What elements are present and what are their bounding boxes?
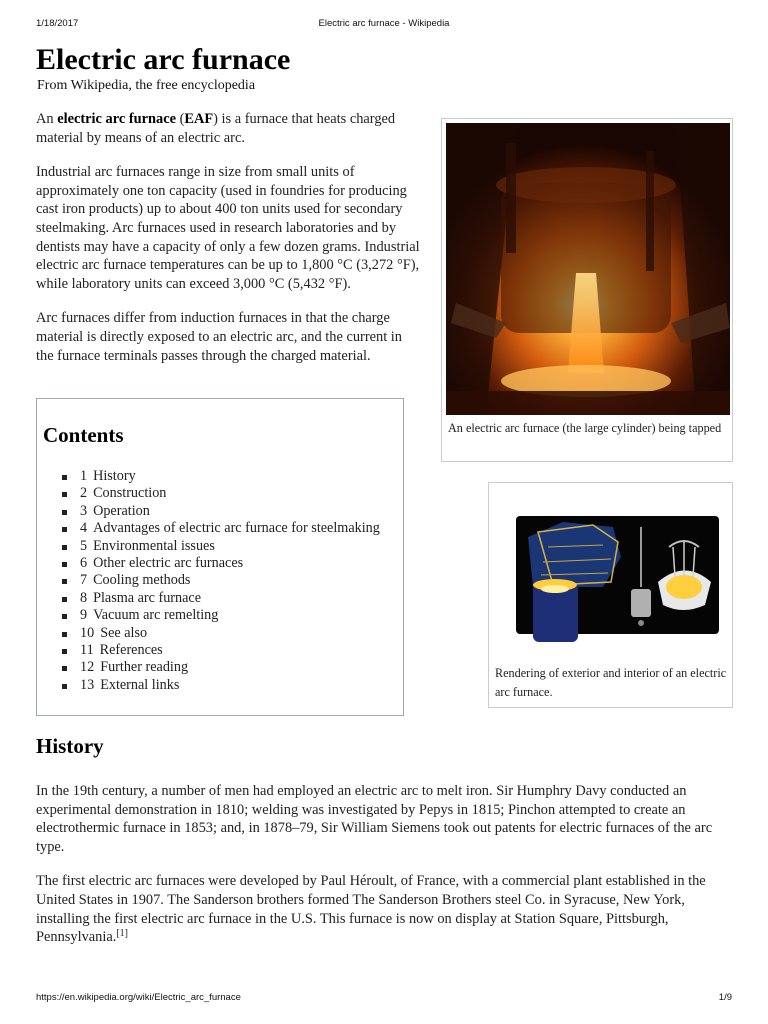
- figure-1-caption: An electric arc furnace (the large cylinder) being tapped: [448, 421, 722, 435]
- toc-item[interactable]: [61, 642, 380, 659]
- toc-item[interactable]: [61, 538, 380, 555]
- figure-furnace-rendering: [488, 482, 733, 708]
- toc-item-label[interactable]: External links: [100, 676, 180, 693]
- intro-paragraph-2: Industrial arc furnaces range in size from small units of approximately one ton capacity (used in foundries for producing cast iron products) up to about 400 ton units used for secondary steelmaking. Arc furnaces used in research laboratories and by dentists may have a capacity of only a few dozen grams. Industrial electric arc furnace temperatures can be up to 1,800 °C (3,272 °F), while laboratory units can exceed 3,000 °C (5,432 °F).: [36, 164, 420, 292]
- reference-link-1[interactable]: [1]: [116, 928, 129, 940]
- toc-item-label[interactable]: Environmental issues: [93, 537, 215, 554]
- print-url: https://en.wikipedia.org/wiki/Electric_arc_furnace: [36, 992, 241, 1003]
- print-footer: [36, 992, 732, 1006]
- toc-item-number: 9: [80, 607, 88, 624]
- toc-list: [61, 468, 380, 694]
- furnace-tapping-image[interactable]: [446, 123, 730, 415]
- figure-furnace-photo: [441, 118, 733, 462]
- print-date: 1/18/2017: [36, 18, 79, 29]
- toc-item-label[interactable]: References: [99, 642, 163, 659]
- toc-item-label[interactable]: History: [93, 468, 136, 484]
- table-of-contents: [36, 398, 404, 716]
- term-eaf: EAF: [184, 111, 214, 127]
- toc-item-label[interactable]: Plasma arc furnace: [93, 589, 202, 606]
- toc-item-number: 1: [80, 468, 88, 484]
- toc-item-number: 10: [80, 624, 95, 641]
- toc-item-number: 6: [80, 555, 88, 572]
- toc-item-label[interactable]: Vacuum arc remelting: [93, 607, 219, 624]
- history-paragraph-1: In the 19th century, a number of men had employed an electric arc to melt iron. Sir Humphry Davy conducted an experimental demonstration in 1810; welding was investigated by Pepys in 1815; Pinchon attempted to create an electrothermic furnace in 1853; and, in 1878–79, Sir William Siemens took out patents for electric furnaces of the arc type.: [36, 783, 713, 855]
- toc-item-number: 8: [80, 589, 88, 606]
- toc-item[interactable]: [61, 572, 380, 589]
- toc-item[interactable]: [61, 503, 380, 520]
- toc-item[interactable]: [61, 555, 380, 572]
- toc-item-label[interactable]: Cooling methods: [93, 572, 191, 589]
- toc-item[interactable]: [61, 590, 380, 607]
- page-subtitle: From Wikipedia, the free encyclopedia: [37, 78, 256, 93]
- toc-item-number: 2: [80, 485, 88, 502]
- toc-item-number: 12: [80, 659, 95, 676]
- section-heading-history: History: [36, 734, 104, 758]
- intro-paragraph-1: An electric arc furnace (EAF) is a furnace that heats charged material by means of an electric arc.: [36, 111, 396, 146]
- toc-item[interactable]: [61, 468, 380, 485]
- toc-item-label[interactable]: See also: [100, 624, 148, 641]
- print-header: [36, 18, 732, 32]
- toc-item-number: 4: [80, 520, 88, 537]
- toc-item[interactable]: [61, 625, 380, 642]
- intro-paragraph-3: Arc furnaces differ from induction furnaces in that the charge material is directly exposed to an electric arc, and the current in the furnace terminals passes through the charged material.: [36, 310, 402, 364]
- toc-item-number: 5: [80, 537, 88, 554]
- toc-item[interactable]: [61, 485, 380, 502]
- page-number: 1/9: [718, 992, 732, 1003]
- figure-2-caption: Rendering of exterior and interior of an electric arc furnace.: [495, 666, 727, 699]
- page-title: Electric arc furnace: [36, 43, 291, 76]
- toc-item-number: 3: [80, 502, 88, 519]
- intro-section: [36, 110, 422, 381]
- toc-item-label[interactable]: Operation: [93, 502, 150, 519]
- toc-item[interactable]: [61, 659, 380, 676]
- furnace-rendering-image[interactable]: [493, 487, 728, 659]
- term-electric-arc-furnace: electric arc furnace: [57, 111, 176, 127]
- toc-item[interactable]: [61, 520, 380, 537]
- toc-title: Contents: [43, 423, 124, 447]
- toc-item[interactable]: [61, 607, 380, 624]
- toc-item-number: 13: [80, 676, 95, 693]
- toc-item-number: 11: [80, 642, 94, 659]
- toc-item-label[interactable]: Further reading: [100, 659, 189, 676]
- toc-item-label[interactable]: Advantages of electric arc furnace for steelmaking: [93, 520, 380, 537]
- toc-item-number: 7: [80, 572, 88, 589]
- toc-item-label[interactable]: Other electric arc furnaces: [93, 555, 244, 572]
- history-paragraph-2: The first electric arc furnaces were developed by Paul Héroult, of France, with a commercial plant established in the United States in 1907. The Sanderson brothers formed The Sanderson Brothers steel Co. in Syracuse, New York, installing the first electric arc furnace in the U.S. This furnace is now on display at Station Square, Pittsburgh, Pennsylvania.[1]: [36, 873, 706, 946]
- print-title: Electric arc furnace - Wikipedia: [318, 18, 450, 29]
- toc-item-label[interactable]: Construction: [93, 485, 167, 502]
- history-section: [36, 782, 726, 963]
- toc-item[interactable]: [61, 677, 380, 694]
